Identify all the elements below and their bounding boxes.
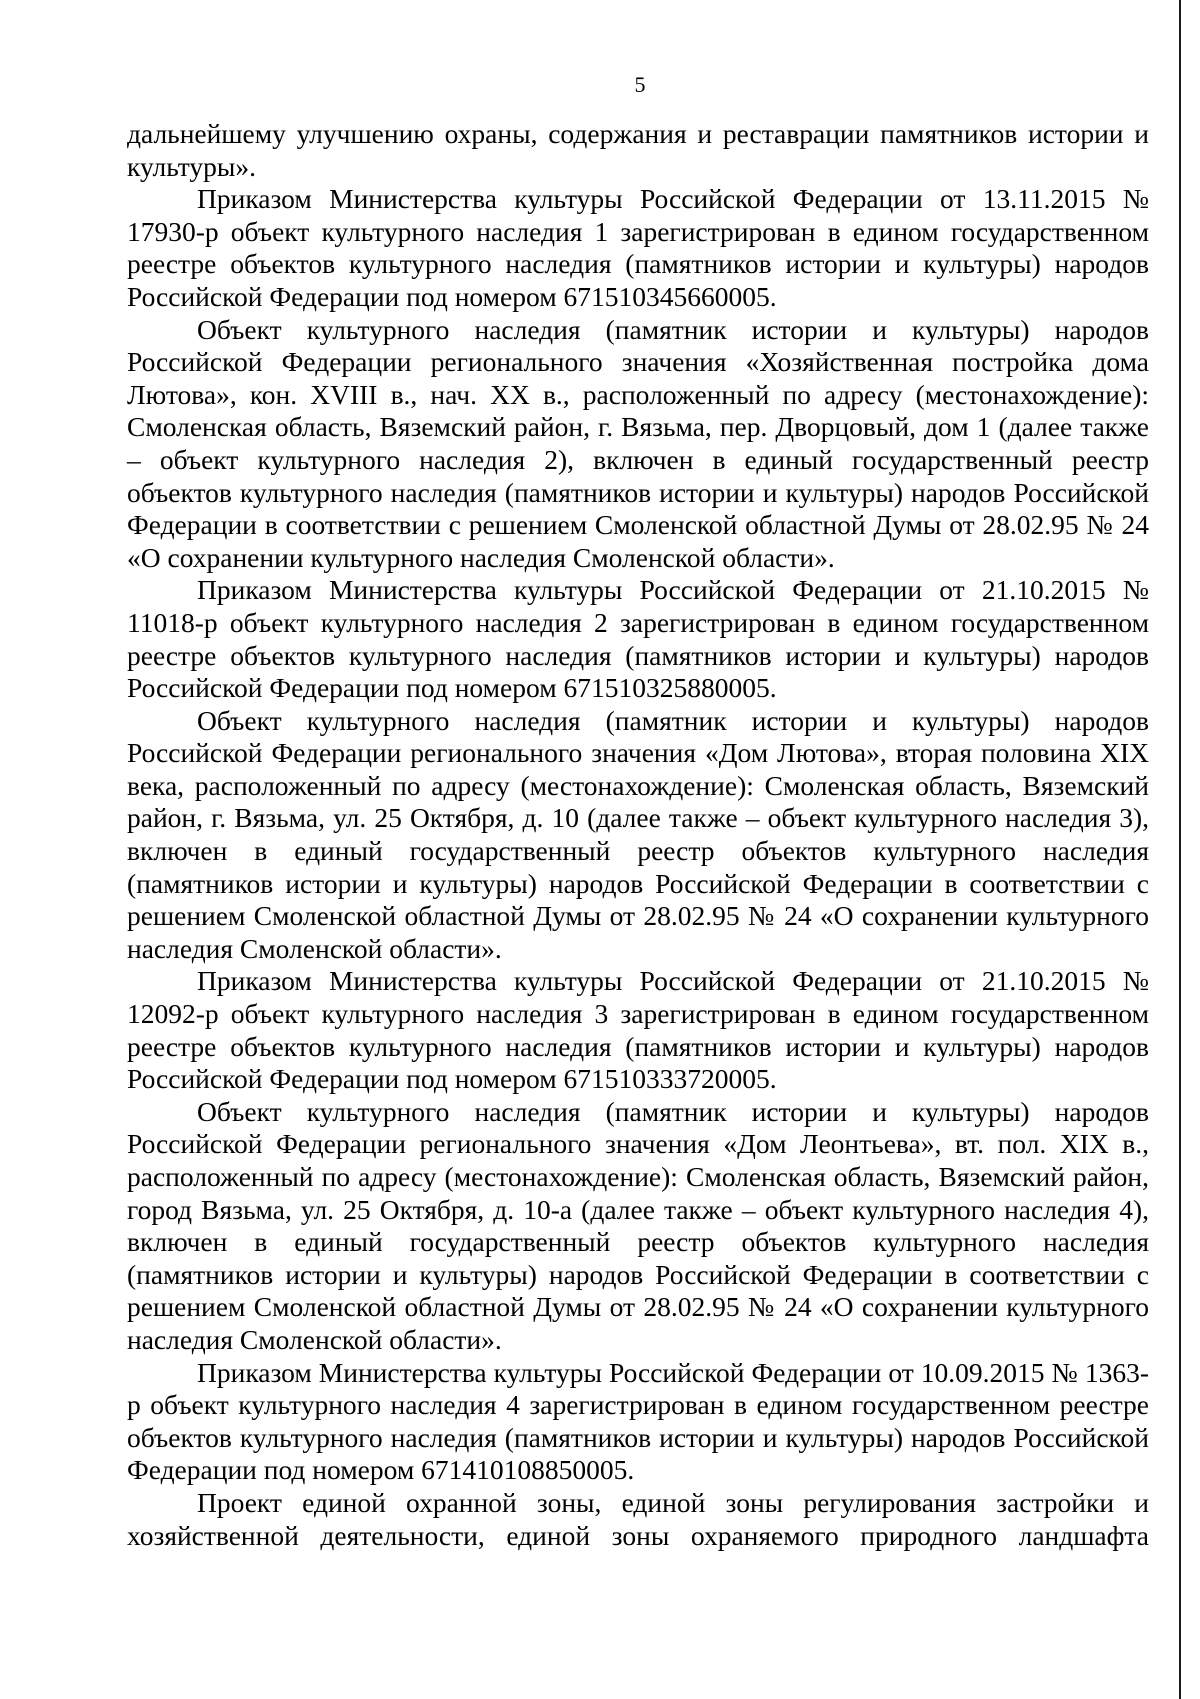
paragraph-object-2-description: Объект культурного наследия (памятник истории и культуры) народов Российской Федерации регионального значения «Хозяйственная постройка дома Лютова», кон. XVIII в., нач. XX в., расположенный по адресу (местонахождение): Смоленская область, Вяземский район, г. Вязьма, пер. Дворцовый, дом 1 (далее также – объект культурного наследия 2), включен в единый государственный реестр объектов культурного наследия (памятников истории и культуры) народов Российской Федерации в соответствии с решением Смоленской областной Думы от 28.02.95 № 24 «О сохранении культурного наследия Смоленской области». — [127, 313, 1149, 573]
paragraph-order-object-3: Приказом Министерства культуры Российской Федерации от 21.10.2015 № 12092-р объект культурного наследия 3 зарегистрирован в едином государственном реестре объектов культурного наследия (памятников истории и культуры) народов Российской Федерации под номером 671510333720005. — [127, 965, 1149, 1095]
paragraph-object-4-description: Объект культурного наследия (памятник истории и культуры) народов Российской Федерации регионального значения «Дом Леонтьева», вт. пол. XIX в., расположенный по адресу (местонахождение): Смоленская область, Вяземский район, город Вязьма, ул. 25 Октября, д. 10-а (далее также – объект культурного наследия 4), включен в единый государственный реестр объектов культурного наследия (памятников истории и культуры) народов Российской Федерации в соответствии с решением Смоленской областной Думы от 28.02.95 № 24 «О сохранении культурного наследия Смоленской области». — [127, 1095, 1149, 1355]
paragraph-object-3-description: Объект культурного наследия (памятник истории и культуры) народов Российской Федерации регионального значения «Дом Лютова», вторая половина XIX века, расположенный по адресу (местонахождение): Смоленская область, Вяземский район, г. Вязьма, ул. 25 Октября, д. 10 (далее также – объект культурного наследия 3), включен в единый государственный реестр объектов культурного наследия (памятников истории и культуры) народов Российской Федерации в соответствии с решением Смоленской областной Думы от 28.02.95 № 24 «О сохранении культурного наследия Смоленской области». — [127, 704, 1149, 964]
document-body — [127, 118, 1149, 1552]
paragraph-project-zones: Проект единой охранной зоны, единой зоны регулирования застройки и хозяйственной деятельности, единой зоны охраняемого природного ландшафта — [127, 1486, 1149, 1551]
paragraph-order-object-4: Приказом Министерства культуры Российской Федерации от 10.09.2015 № 1363-р объект культурного наследия 4 зарегистрирован в едином государственном реестре объектов культурного наследия (памятников истории и культуры) народов Российской Федерации под номером 671410108850005. — [127, 1356, 1149, 1486]
page-number: 5 — [634, 72, 646, 97]
scan-edge-line — [1179, 0, 1181, 1699]
paragraph-order-object-2: Приказом Министерства культуры Российской Федерации от 21.10.2015 № 11018-р объект культурного наследия 2 зарегистрирован в едином государственном реестре объектов культурного наследия (памятников истории и культуры) народов Российской Федерации под номером 671510325880005. — [127, 574, 1149, 704]
paragraph-continuation: дальнейшему улучшению охраны, содержания и реставрации памятников истории и культуры». — [127, 118, 1149, 182]
paragraph-order-object-1: Приказом Министерства культуры Российской Федерации от 13.11.2015 № 17930-р объект культурного наследия 1 зарегистрирован в едином государственном реестре объектов культурного наследия (памятников истории и культуры) народов Российской Федерации под номером 671510345660005. — [127, 183, 1149, 312]
